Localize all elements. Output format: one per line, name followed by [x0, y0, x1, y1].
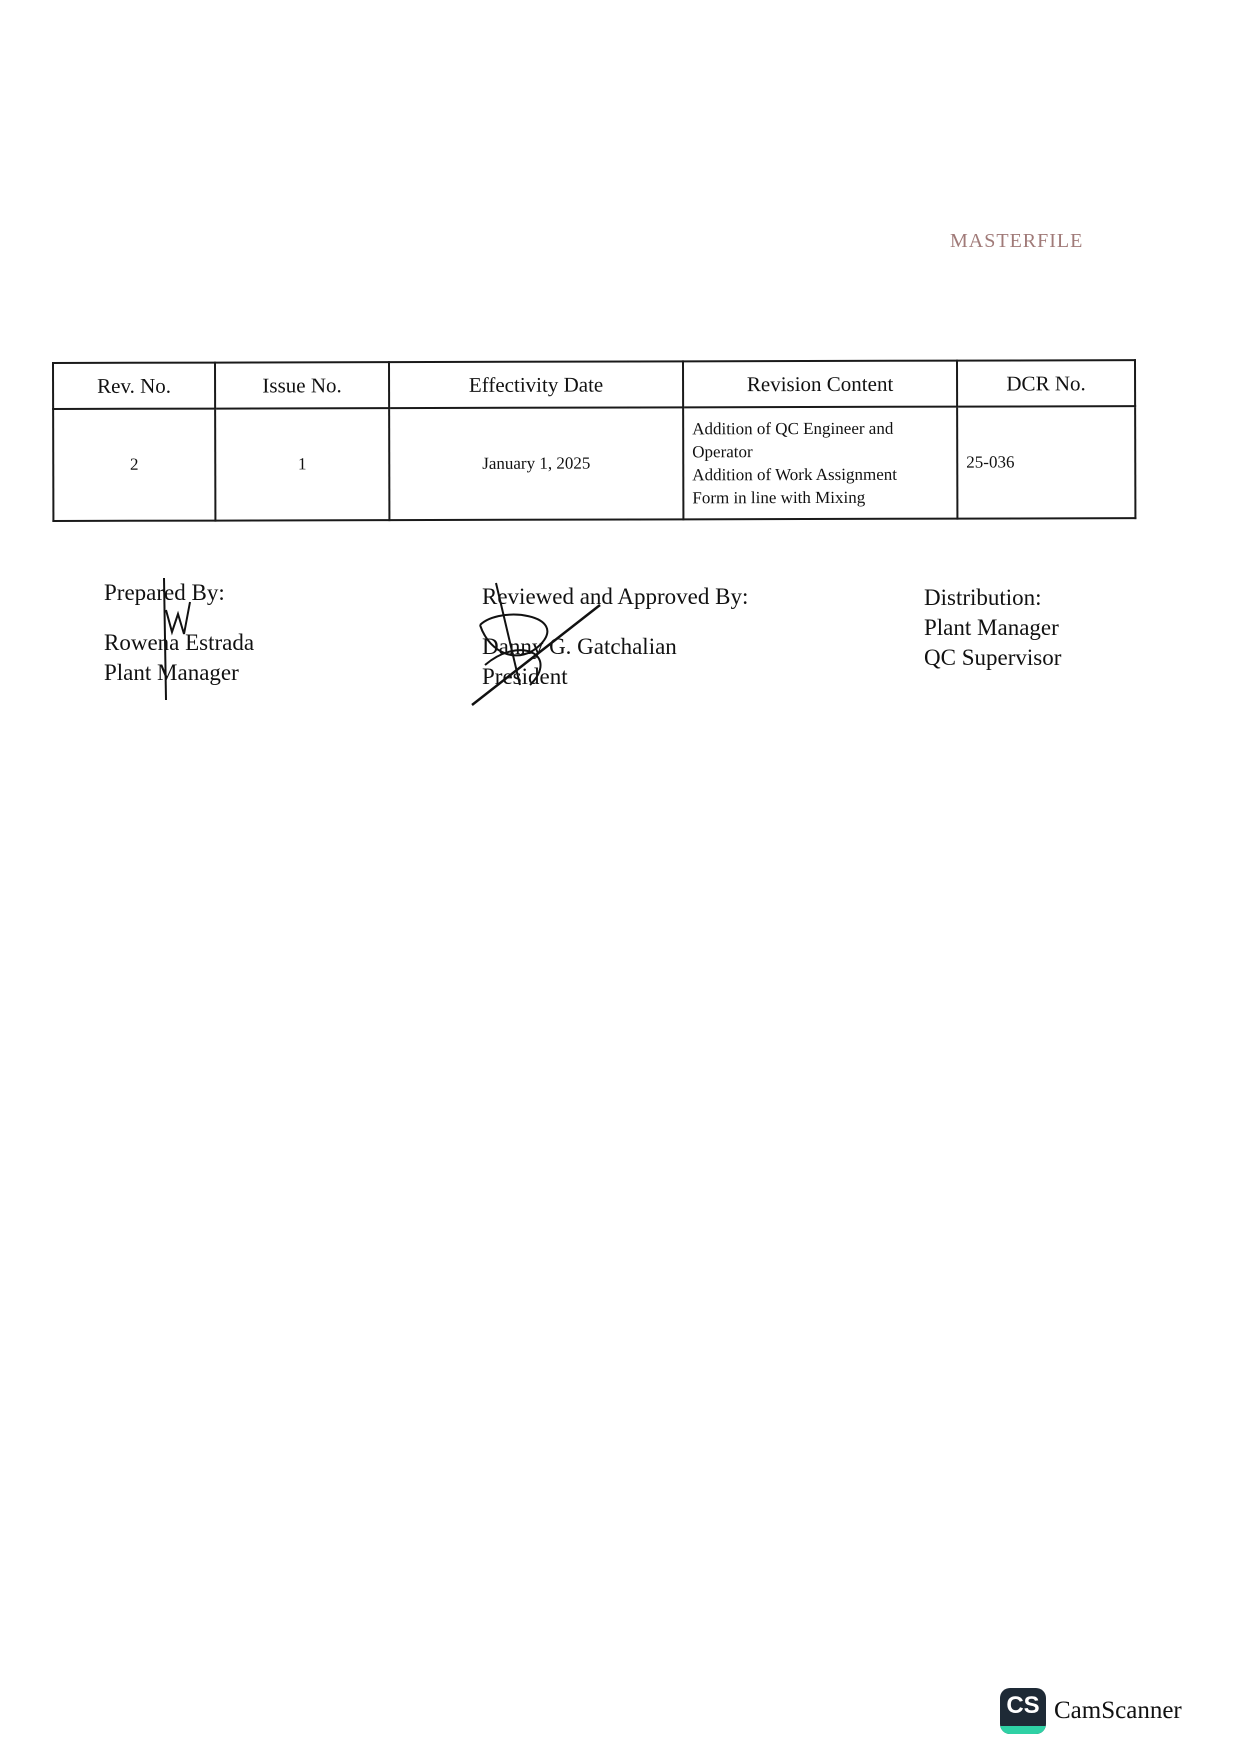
cell-rev-no: 2 — [53, 409, 215, 521]
prepared-by-title: Plant Manager — [104, 660, 239, 685]
revision-content-line: Addition of QC Engineer and — [692, 418, 894, 439]
header-issue-no: Issue No. — [215, 362, 389, 408]
header-effectivity-date: Effectivity Date — [389, 361, 683, 408]
header-revision-content: Revision Content — [683, 361, 957, 408]
header-rev-no: Rev. No. — [53, 363, 215, 409]
revision-content-line: Form in line with Mixing — [692, 487, 866, 508]
distribution-item: QC Supervisor — [924, 645, 1062, 670]
distribution-block — [924, 583, 1061, 673]
prepared-by-name: Rowena Estrada — [104, 630, 255, 655]
camscanner-watermark — [1000, 1688, 1182, 1734]
header-dcr-no: DCR No. — [957, 360, 1135, 406]
reviewed-approved-block — [482, 582, 748, 692]
table-header-row — [53, 360, 1135, 409]
revision-content-line: Addition of Work Assignment — [692, 464, 898, 485]
distribution-item: Plant Manager — [924, 615, 1059, 640]
reviewed-by-title: President — [482, 664, 568, 689]
cell-issue-no: 1 — [215, 408, 389, 520]
revision-content-line: Operator — [692, 442, 753, 462]
reviewed-by-name: Danny G. Gatchalian — [482, 634, 677, 659]
cell-effectivity-date: January 1, 2025 — [389, 407, 683, 520]
cell-dcr-no: 25-036 — [957, 406, 1135, 518]
distribution-label: Distribution: — [924, 585, 1042, 610]
prepared-by-label: Prepared By: — [104, 580, 225, 605]
camscanner-logo-icon: CS — [1000, 1688, 1046, 1734]
cell-revision-content — [683, 407, 957, 520]
prepared-by-block — [104, 578, 254, 688]
table-row — [53, 406, 1135, 521]
revision-table — [52, 359, 1136, 522]
reviewed-by-label: Reviewed and Approved By: — [482, 584, 749, 609]
camscanner-name: CamScanner — [1054, 1697, 1182, 1724]
masterfile-stamp: MASTERFILE — [950, 230, 1084, 252]
